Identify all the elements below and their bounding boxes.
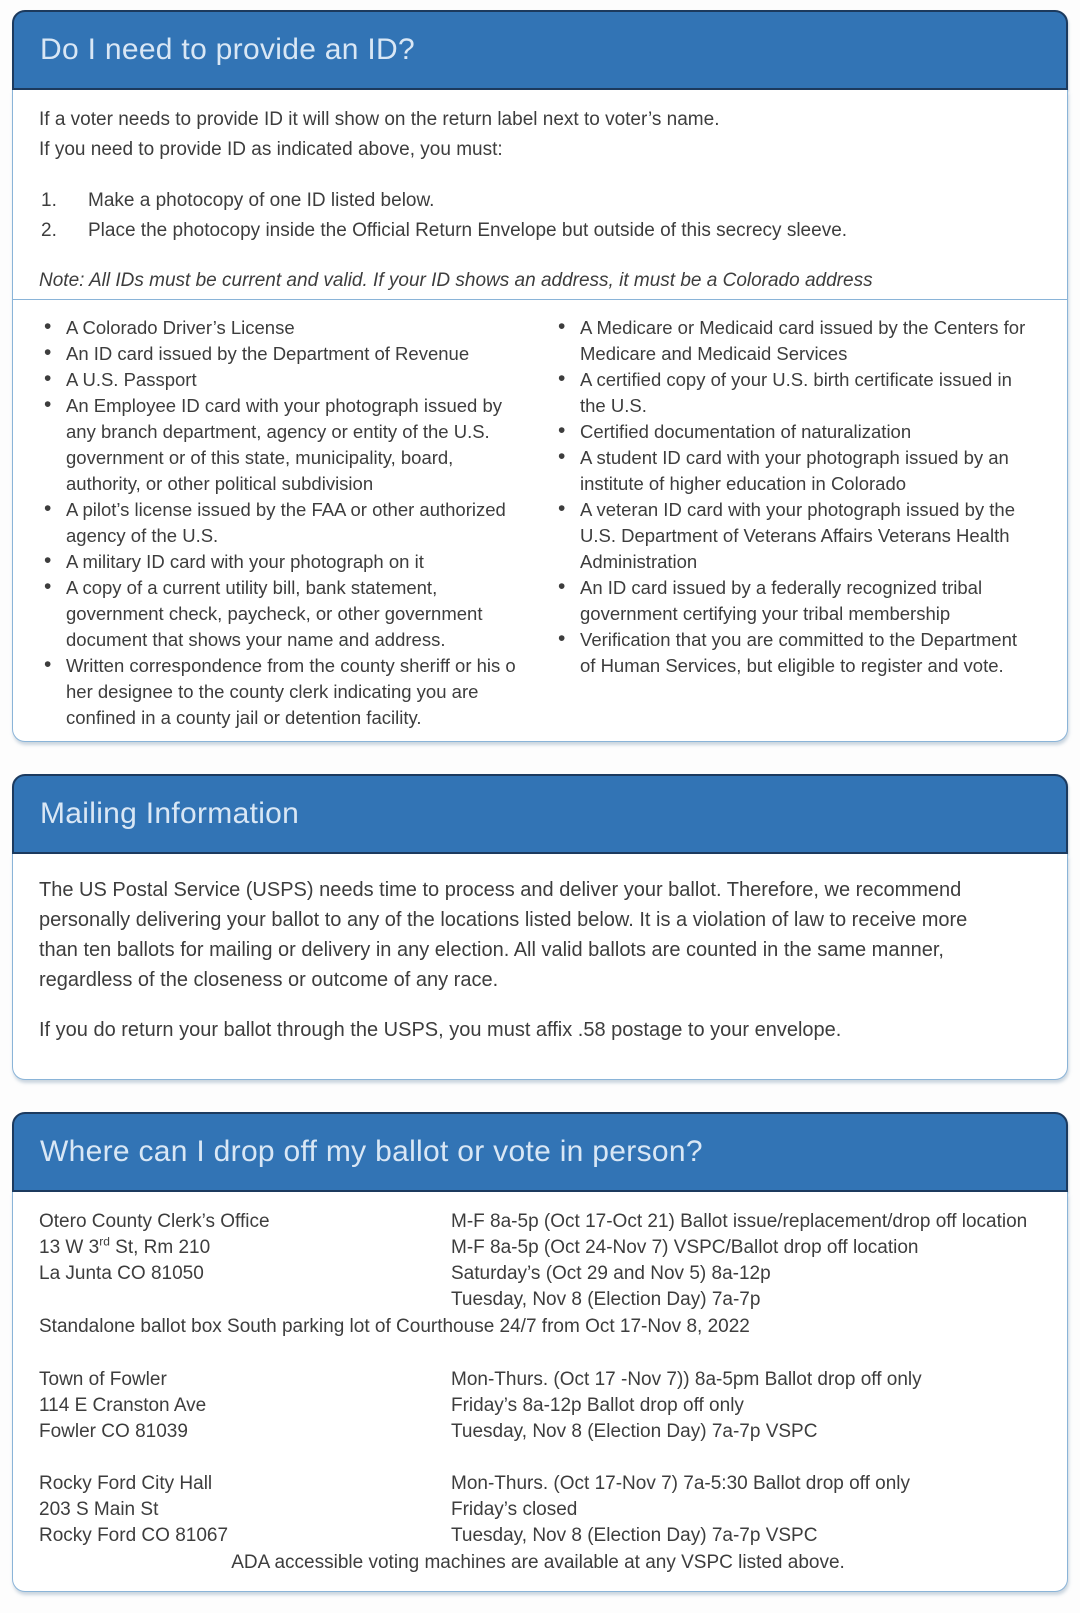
id-list-right-column xyxy=(553,315,1037,731)
id-list-item: • A U.S. Passport xyxy=(39,367,523,393)
id-list-right xyxy=(553,315,1037,679)
id-section-header xyxy=(12,10,1068,90)
id-list-left-column xyxy=(39,315,523,731)
step-number: 1. xyxy=(41,190,57,211)
location-address-fowler xyxy=(39,1367,451,1445)
dropoff-section-body xyxy=(12,1192,1068,1592)
id-section-body xyxy=(12,90,1068,742)
id-list-item: • A certified copy of your U.S. birth certificate issued in the U.S. xyxy=(553,367,1037,419)
id-lists-columns xyxy=(13,300,1067,731)
id-list-item: • An ID card issued by a federally recognized tribal government certifying your tribal membership xyxy=(553,575,1037,627)
id-list-item: • A student ID card with your photograph issued by an institute of higher education in Colorado xyxy=(553,445,1037,497)
location-name: Town of Fowler xyxy=(39,1369,167,1390)
id-list-item: • A pilot’s license issued by the FAA or other authorized agency of the U.S. xyxy=(39,497,523,549)
standalone-note: Standalone ballot box South parking lot of Courthouse 24/7 from Oct 17-Nov 8, 2022 xyxy=(39,1316,750,1337)
note-text: Note: All IDs must be current and valid. If your ID shows an address, it must be a Colorado address xyxy=(39,270,873,291)
location-hours-line: Mon-Thurs. (Oct 17 -Nov 7)) 8a-5pm Ballot drop off only xyxy=(451,1369,922,1390)
location-hours-otero xyxy=(451,1209,1037,1313)
id-list-item: • Certified documentation of naturalization xyxy=(553,419,1037,445)
mailing-section-body xyxy=(12,854,1068,1080)
id-list-item: • An ID card issued by the Department of Revenue xyxy=(39,341,523,367)
mailing-paragraph: The US Postal Service (USPS) needs time to process and deliver your ballot. Therefore, we recommend personally delivering your ballot to any of the locations listed below. It is a violation of law to receive more than ten ballots for mailing or delivery in any election. All valid ballots are counted in the same manner, regardless of the closeness or outcome of any race. xyxy=(39,879,968,991)
location-block-otero xyxy=(39,1209,1037,1313)
location-hours-rocky-ford xyxy=(451,1471,1037,1549)
location-hours-line: Friday’s 8a-12p Ballot drop off only xyxy=(451,1395,744,1416)
location-hours-line: M-F 8a-5p (Oct 17-Oct 21) Ballot issue/replacement/drop off location xyxy=(451,1211,1028,1232)
location-address-line xyxy=(39,1393,451,1419)
location-hours-line: Mon-Thurs. (Oct 17-Nov 7) 7a-5:30 Ballot drop off only xyxy=(451,1473,911,1494)
id-list-item: • A veteran ID card with your photograph issued by the U.S. Department of Veterans Affairs Veterans Health Administration xyxy=(553,497,1037,575)
location-address-line: La Junta CO 81050 xyxy=(39,1263,204,1284)
location-block-rocky-ford xyxy=(39,1471,1037,1549)
address-text: 203 S Main St xyxy=(39,1499,159,1520)
address-text: St, Rm 210 xyxy=(109,1237,211,1258)
location-address-line xyxy=(39,1235,451,1261)
section-id-requirements xyxy=(12,10,1068,742)
id-list-item: • A Medicare or Medicaid card issued by the Centers for Medicare and Medicaid Services xyxy=(553,315,1037,367)
location-address-line: Rocky Ford CO 81067 xyxy=(39,1525,229,1546)
address-text: 114 E Cranston Ave xyxy=(39,1395,207,1416)
id-list-item: • Verification that you are committed to the Department of Human Services, but eligible to register and vote. xyxy=(553,627,1037,679)
id-section-title: Do I need to provide an ID? xyxy=(40,33,415,66)
id-list-left xyxy=(39,315,523,731)
section-mailing xyxy=(12,774,1068,1080)
section-dropoff xyxy=(12,1112,1068,1592)
mailing-paragraph: If you do return your ballot through the USPS, you must affix .58 postage to your envelope. xyxy=(39,1019,842,1041)
id-list-item: • A Colorado Driver’s License xyxy=(39,315,523,341)
location-hours-line: Friday’s closed xyxy=(451,1499,578,1520)
location-address-line xyxy=(39,1497,451,1523)
step-text: Place the photocopy inside the Official Return Envelope but outside of this secrecy sleeve. xyxy=(88,220,848,241)
id-list-item: • A copy of a current utility bill, bank statement, government check, paycheck, or other government document that shows your name and address. xyxy=(39,575,523,653)
intro-line: If you need to provide ID as indicated above, you must: xyxy=(39,139,503,160)
address-ordinal-suffix: rd xyxy=(99,1234,110,1249)
address-text: 13 W 3 xyxy=(39,1237,100,1258)
mailing-section-header xyxy=(12,774,1068,854)
location-name: Otero County Clerk’s Office xyxy=(39,1211,270,1232)
dropoff-section-title: Where can I drop off my ballot or vote in person? xyxy=(40,1135,703,1168)
location-hours-line: Tuesday, Nov 8 (Election Day) 7a-7p VSPC xyxy=(451,1525,818,1546)
step-item xyxy=(41,216,1027,246)
step-text: Make a photocopy of one ID listed below. xyxy=(88,190,435,211)
intro-line: If a voter needs to provide ID it will show on the return label next to voter’s name. xyxy=(39,109,720,130)
location-address-line: Fowler CO 81039 xyxy=(39,1421,188,1442)
location-hours-line: Tuesday, Nov 8 (Election Day) 7a-7p xyxy=(451,1289,761,1310)
ada-note: ADA accessible voting machines are available at any VSPC listed above. xyxy=(231,1552,845,1573)
step-number: 2. xyxy=(41,220,57,241)
id-intro xyxy=(13,105,1067,165)
location-hours-line: Tuesday, Nov 8 (Election Day) 7a-7p VSPC xyxy=(451,1421,818,1442)
location-address-otero xyxy=(39,1209,451,1313)
location-address-rocky-ford xyxy=(39,1471,451,1549)
step-item xyxy=(41,186,1027,216)
location-hours-line: Saturday’s (Oct 29 and Nov 5) 8a-12p xyxy=(451,1263,771,1284)
id-steps xyxy=(13,186,1067,246)
location-hours-line: M-F 8a-5p (Oct 24-Nov 7) VSPC/Ballot drop off location xyxy=(451,1237,919,1258)
dropoff-section-header xyxy=(12,1112,1068,1192)
mailing-section-title: Mailing Information xyxy=(40,797,300,830)
location-name: Rocky Ford City Hall xyxy=(39,1473,213,1494)
location-hours-fowler xyxy=(451,1367,1037,1445)
id-list-item: • A military ID card with your photograph on it xyxy=(39,549,523,575)
id-list-item: • Written correspondence from the county sheriff or his o her designee to the county clerk indicating you are confined in a county jail or detention facility. xyxy=(39,653,523,731)
id-list-item: • An Employee ID card with your photograph issued by any branch department, agency or entity of the U.S. government or of this state, municipality, board, authority, or other political subdivision xyxy=(39,393,523,497)
location-block-fowler xyxy=(39,1367,1037,1445)
